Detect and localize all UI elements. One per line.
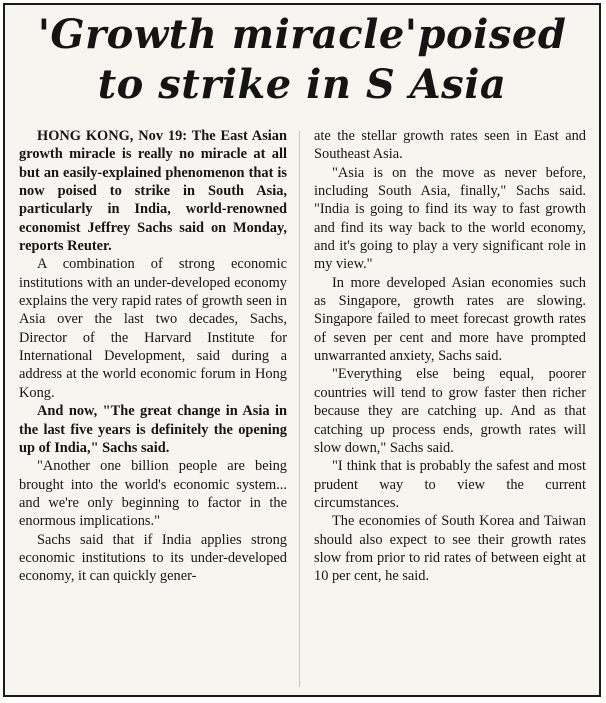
headline-line-1: 'Growth miracle'poised: [37, 11, 567, 58]
article-column-right: [314, 127, 586, 586]
article-paragraph: HONG KONG, Nov 19: The East Asian growth miracle is really no miracle at all but an easily-explained phenomenon that is now poised to strike in South Asia, particularly in India, world-renowned economist Jeffrey Sachs said on Monday, reports Reuter.: [19, 128, 287, 255]
article-paragraph: A combination of strong economic institutions with an under-developed economy explains the very rapid rates of growth seen in Asia over the last two decades, Sachs, Director of the Harvard Institute for International Development, said during a address at the world economic forum in Hong Kong.: [19, 256, 287, 401]
article-paragraph: In more developed Asian economies such as Singapore, growth rates are slowing. Singapore failed to meet forecast growth rates of seven per cent and more have prompted unwarranted anxiety, Sachs said.: [314, 274, 586, 365]
article-paragraph: ate the stellar growth rates seen in East and Southeast Asia.: [314, 128, 586, 163]
article-body: [5, 127, 599, 697]
column-divider: [299, 131, 300, 687]
article-paragraph: "Everything else being equal, poorer countries will tend to grow faster then richer because they are catching up. And as that catching up process ends, growth rates will slow down," Sachs said.: [314, 366, 586, 456]
article-paragraph: "I think that is probably the safest and most prudent way to view the current circumstances.: [314, 458, 586, 511]
newspaper-clipping: [3, 3, 601, 697]
article-paragraph: "Another one billion people are being brought into the world's economic system... and we're only beginning to factor in the enormous implications.": [19, 458, 287, 530]
article-paragraph: And now, "The great change in Asia in the last five years is definitely the opening up of India," Sachs said.: [19, 403, 287, 456]
article-column-left: [19, 127, 287, 586]
article-paragraph: The economies of South Korea and Taiwan should also expect to see their growth rates slow from prior to rid rates of between eight at 10 per cent, he said.: [314, 513, 586, 585]
article-paragraph: "Asia is on the move as never before, including South Asia, finally," Sachs said. "India is going to find its way to fast growth and find its way back to the world economy, and it's going to play a very significant role in my view.": [314, 164, 586, 273]
article-paragraph: Sachs said that if India applies strong economic institutions to its under-developed economy, it can quickly gener-: [19, 531, 287, 585]
headline-line-2: to strike in S Asia: [97, 61, 507, 108]
